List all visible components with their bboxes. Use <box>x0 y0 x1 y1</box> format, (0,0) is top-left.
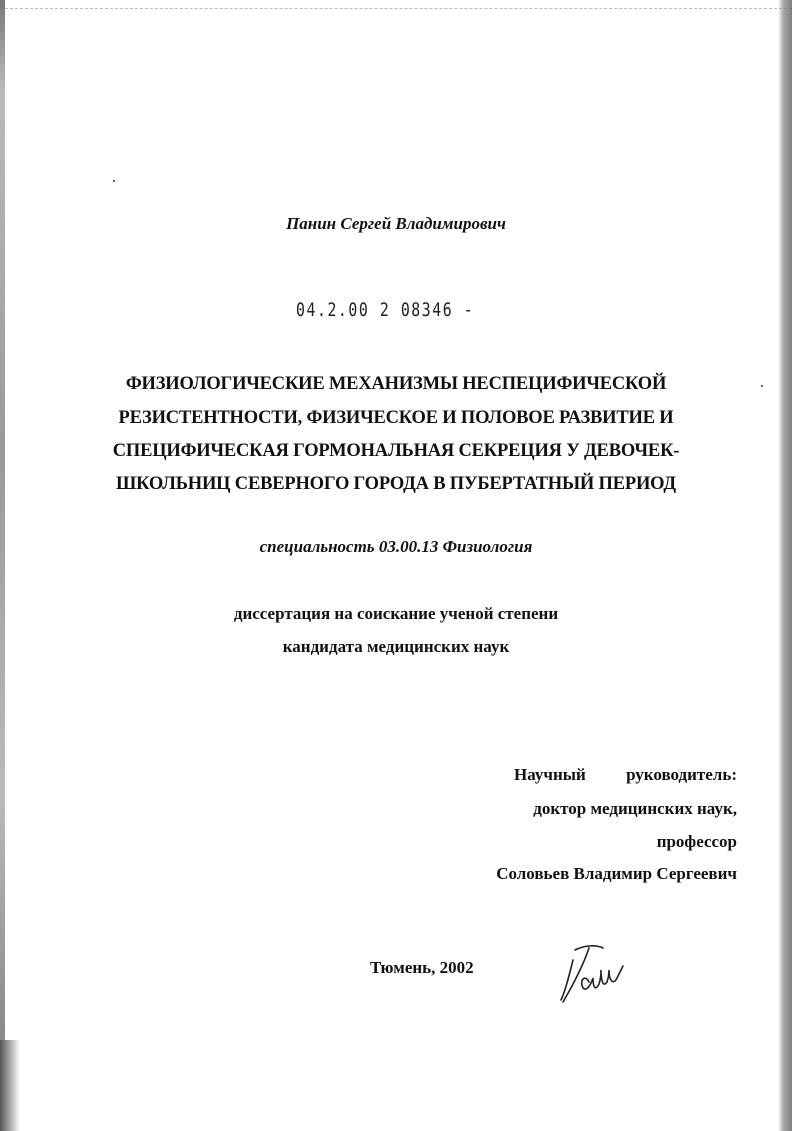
degree-line: диссертация на соискание ученой степени <box>233 604 559 623</box>
thesis-title-line: ФИЗИОЛОГИЧЕСКИЕ МЕХАНИЗМЫ НЕСПЕЦИФИЧЕСКОЙ <box>125 374 667 394</box>
specialty: специальность 03.00.13 Физиология <box>259 537 533 556</box>
supervisor-name: Соловьев Владимир Сергеевич <box>496 864 737 883</box>
scan-left-edge <box>0 0 5 1131</box>
degree-line: кандидата медицинских наук <box>282 637 510 656</box>
scan-top-edge <box>0 8 792 9</box>
supervisor-degree: доктор медицинских наук, <box>533 799 737 818</box>
registry-number: 04.2.00 2 08346 - <box>296 299 475 321</box>
author-name: Панин Сергей Владимирович <box>286 214 506 233</box>
scan-right-edge <box>778 0 792 1131</box>
supervisor-rank: профессор <box>656 832 737 851</box>
supervisor-label-word: Научный <box>514 765 586 784</box>
scan-left-corner-shadow <box>0 1040 20 1131</box>
supervisor-label-word: руководитель: <box>626 765 737 784</box>
thesis-title-line: РЕЗИСТЕНТНОСТИ, ФИЗИЧЕСКОЕ И ПОЛОВОЕ РАЗВИТИЕ И <box>118 408 674 428</box>
handwritten-signature <box>555 940 635 1010</box>
thesis-title-line: ШКОЛЬНИЦ СЕВЕРНОГО ГОРОДА В ПУБЕРТАТНЫЙ ПЕРИОД <box>116 474 676 494</box>
supervisor-label <box>514 765 737 785</box>
place-year: Тюмень, 2002 <box>370 958 474 977</box>
scan-dust <box>113 180 115 182</box>
thesis-title-line: СПЕЦИФИЧЕСКАЯ ГОРМОНАЛЬНАЯ СЕКРЕЦИЯ У ДЕВОЧЕК- <box>112 441 680 461</box>
